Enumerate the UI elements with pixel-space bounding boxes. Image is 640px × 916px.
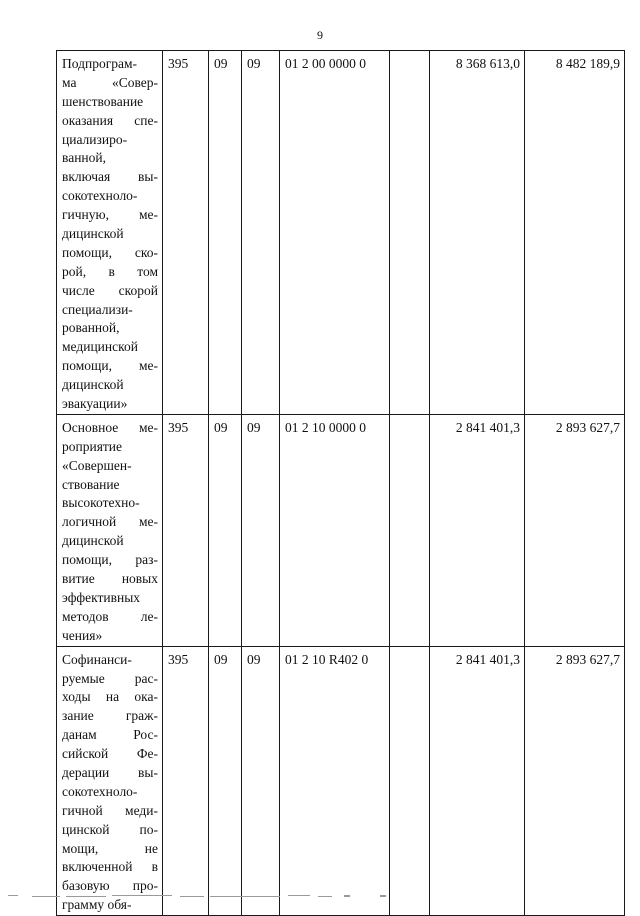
table-row: [57, 414, 625, 646]
item-name-line: ходы на ока-: [62, 689, 158, 705]
item-name-line: цинской по-: [62, 821, 158, 837]
amount-year1-cell: 2 841 401,3: [430, 646, 525, 915]
item-name-line: помощи, ме-: [62, 358, 158, 374]
item-name-line: данам Рос-: [62, 727, 158, 743]
item-name-line: «Совершен-: [62, 457, 132, 473]
item-name-line: грамму обя-: [62, 897, 132, 913]
expense-type-cell: [390, 51, 430, 415]
target-article-cell: 01 2 10 R402 0: [280, 646, 390, 915]
item-name-line: ма «Совер-: [62, 74, 158, 90]
item-name-line: гичную, ме-: [62, 207, 158, 223]
item-name-line: медицинской: [62, 339, 138, 355]
table-row: [57, 51, 625, 415]
item-name-line: руемые рас-: [62, 670, 158, 686]
item-name-line: ванной,: [62, 150, 106, 166]
item-name-line: эвакуации»: [62, 396, 128, 412]
item-name-line: логичной ме-: [62, 514, 158, 530]
item-name-line: витие новых: [62, 571, 158, 587]
target-article-cell: 01 2 00 0000 0: [280, 51, 390, 415]
item-name-cell: [57, 414, 163, 646]
ministry-code-cell: 395: [163, 646, 209, 915]
item-name-line: помощи, ско-: [62, 244, 158, 260]
section-code-cell: 09: [209, 414, 242, 646]
ministry-code-cell: 395: [163, 414, 209, 646]
amount-year1-cell: 8 368 613,0: [430, 51, 525, 415]
expense-type-cell: [390, 414, 430, 646]
item-name-line: чения»: [62, 627, 103, 643]
budget-table: [56, 50, 625, 916]
item-name-line: дицинской: [62, 226, 124, 242]
item-name-line: специализи-: [62, 301, 133, 317]
item-name-line: гичной меди-: [62, 802, 158, 818]
table-body: [57, 51, 625, 916]
item-name-line: шенствование: [62, 93, 144, 109]
item-name-line: роприятие: [62, 438, 123, 454]
item-name-line: рованной,: [62, 320, 120, 336]
subsection-code-cell: 09: [242, 646, 280, 915]
item-name-line: дерации вы-: [62, 764, 158, 780]
item-name-cell: [57, 51, 163, 415]
page-number: 9: [317, 28, 323, 42]
item-name-line: сокотехноло-: [62, 188, 138, 204]
amount-year2-cell: 2 893 627,7: [525, 414, 625, 646]
item-name-line: методов ле-: [62, 608, 158, 624]
amount-year2-cell: 2 893 627,7: [525, 646, 625, 915]
item-name-line: рой, в том: [62, 263, 158, 279]
table-row: [57, 646, 625, 915]
item-name-line: сокотехноло-: [62, 783, 138, 799]
item-name-line: включая вы-: [62, 169, 158, 185]
item-name-line: сийской Фе-: [62, 746, 158, 762]
item-name-line: ствование: [62, 476, 120, 492]
subsection-code-cell: 09: [242, 414, 280, 646]
subsection-code-cell: 09: [242, 51, 280, 415]
item-name-line: дицинской: [62, 533, 124, 549]
item-name-line: мощи, не: [62, 840, 158, 856]
scan-artifact: [0, 893, 640, 899]
item-name-line: базовую про-: [62, 878, 158, 894]
item-name-line: Софинанси-: [62, 651, 132, 667]
item-name-line: эффективных: [62, 589, 141, 605]
item-name-line: помощи, раз-: [62, 552, 158, 568]
ministry-code-cell: 395: [163, 51, 209, 415]
amount-year1-cell: 2 841 401,3: [430, 414, 525, 646]
amount-year2-cell: 8 482 189,9: [525, 51, 625, 415]
item-name-line: высокотехно-: [62, 495, 140, 511]
section-code-cell: 09: [209, 51, 242, 415]
expense-type-cell: [390, 646, 430, 915]
item-name-line: зание граж-: [62, 708, 158, 724]
item-name-line: числе скорой: [62, 282, 158, 298]
item-name-line: оказания спе-: [62, 112, 158, 128]
section-code-cell: 09: [209, 646, 242, 915]
item-name-line: дицинской: [62, 377, 124, 393]
item-name-line: включенной в: [62, 859, 158, 875]
item-name-line: Подпрограм-: [62, 56, 138, 71]
target-article-cell: 01 2 10 0000 0: [280, 414, 390, 646]
item-name-cell: [57, 646, 163, 915]
item-name-line: Основное ме-: [62, 419, 158, 435]
item-name-line: циализиро-: [62, 131, 128, 147]
